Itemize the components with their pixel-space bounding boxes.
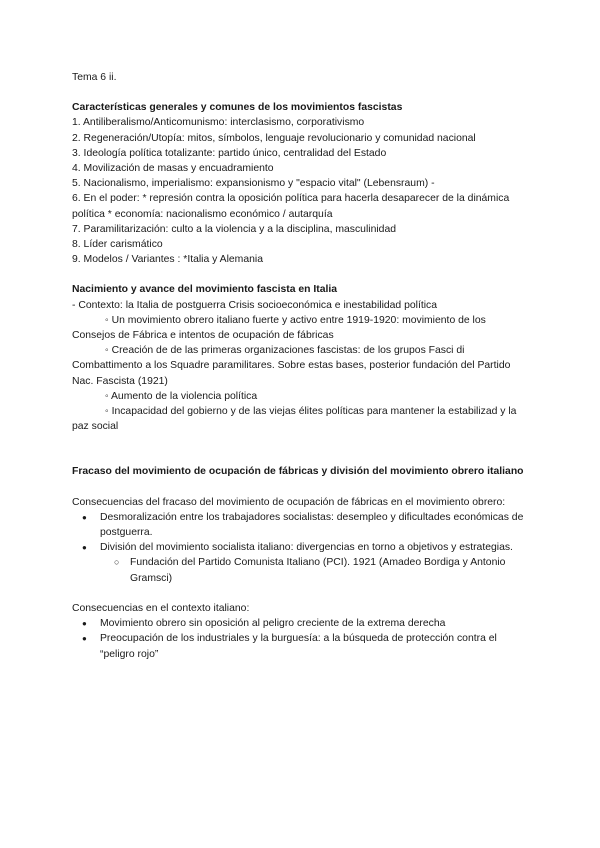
spacer — [72, 267, 528, 282]
list-item: 4. Movilización de masas y encuadramiento — [72, 163, 274, 175]
context-point: ◦ Aumento de la violencia política — [105, 390, 258, 402]
spacer — [72, 586, 528, 601]
characteristics-list — [72, 115, 528, 267]
list-item: 8. Líder carismático — [72, 239, 163, 251]
consequences-intro-workers: Consecuencias del fracaso del movimiento de ocupación de fábricas en el movimiento obrero: — [72, 496, 506, 508]
list-item: 9. Modelos / Variantes : *Italia y Alemania — [72, 254, 263, 266]
context-point: ◦ Un movimiento obrero italiano fuerte y activo entre 1919-1920: movimiento de los Consejos de Fábrica e intentos de ocupación de fábricas — [72, 314, 486, 342]
sub-bullet-list — [72, 555, 528, 585]
context-line: - Contexto: la Italia de postguerra Crisis socioeconómica e inestabilidad política — [72, 299, 438, 311]
consequences-italy-list — [72, 616, 528, 662]
section-heading-failure: Fracaso del movimiento de ocupación de fábricas y división del movimiento obrero italiano — [72, 466, 524, 478]
list-item: 7. Paramilitarización: culto a la violencia y a la disciplina, masculinidad — [72, 223, 396, 235]
document-page — [72, 70, 528, 662]
document-title: Tema 6 ii. — [72, 72, 117, 83]
list-item: 1. Antiliberalismo/Anticomunismo: interclasismo, corporativismo — [72, 117, 365, 129]
section-heading-italy: Nacimiento y avance del movimiento fascista en Italia — [72, 284, 338, 296]
bullet-item: ● Desmoralización entre los trabajadores socialistas: desempleo y dificultades económicas de postguerra. — [72, 510, 528, 540]
sub-bullet-item: ○ Fundación del Partido Comunista Italiano (PCI). 1921 (Amadeo Bordiga y Antonio Gramsci) — [72, 555, 528, 585]
list-item: 3. Ideología política totalizante: partido único, centralidad del Estado — [72, 147, 387, 159]
spacer — [72, 434, 528, 464]
bullet-item: ● División del movimiento socialista italiano: divergencias en torno a objetivos y estrategias. — [72, 540, 528, 555]
spacer — [72, 480, 528, 495]
list-item: 6. En el poder: * represión contra la oposición política para hacerla desaparecer de la dinámica política * economía: nacionalismo económico / autarquía — [72, 193, 510, 220]
list-item: 2. Regeneración/Utopía: mitos, símbolos, lenguaje revolucionario y comunidad nacional — [72, 132, 476, 144]
section-heading-characteristics: Características generales y comunes de los movimientos fascistas — [72, 102, 403, 114]
context-point: ◦ Creación de de las primeras organizaciones fascistas: de los grupos Fasci di Combattimento a los Squadre paramilitares. Sobre estas bases, posterior fundación del Partido Nac. Fascista (1921) — [72, 345, 511, 387]
bullet-item: ● Movimiento obrero sin oposición al peligro creciente de la extrema derecha — [72, 616, 528, 631]
context-point: ◦ Incapacidad del gobierno y de las viejas élites políticas para mantener la estabilizad y la paz social — [72, 406, 517, 433]
list-item: 5. Nacionalismo, imperialismo: expansionismo y "espacio vital" (Lebensraum) - — [72, 178, 435, 190]
consequences-intro-italy: Consecuencias en el contexto italiano: — [72, 602, 250, 614]
bullet-item: ● Preocupación de los industriales y la burguesía: a la búsqueda de protección contra el “peligro rojo” — [72, 631, 528, 661]
consequences-workers-list — [72, 510, 528, 556]
